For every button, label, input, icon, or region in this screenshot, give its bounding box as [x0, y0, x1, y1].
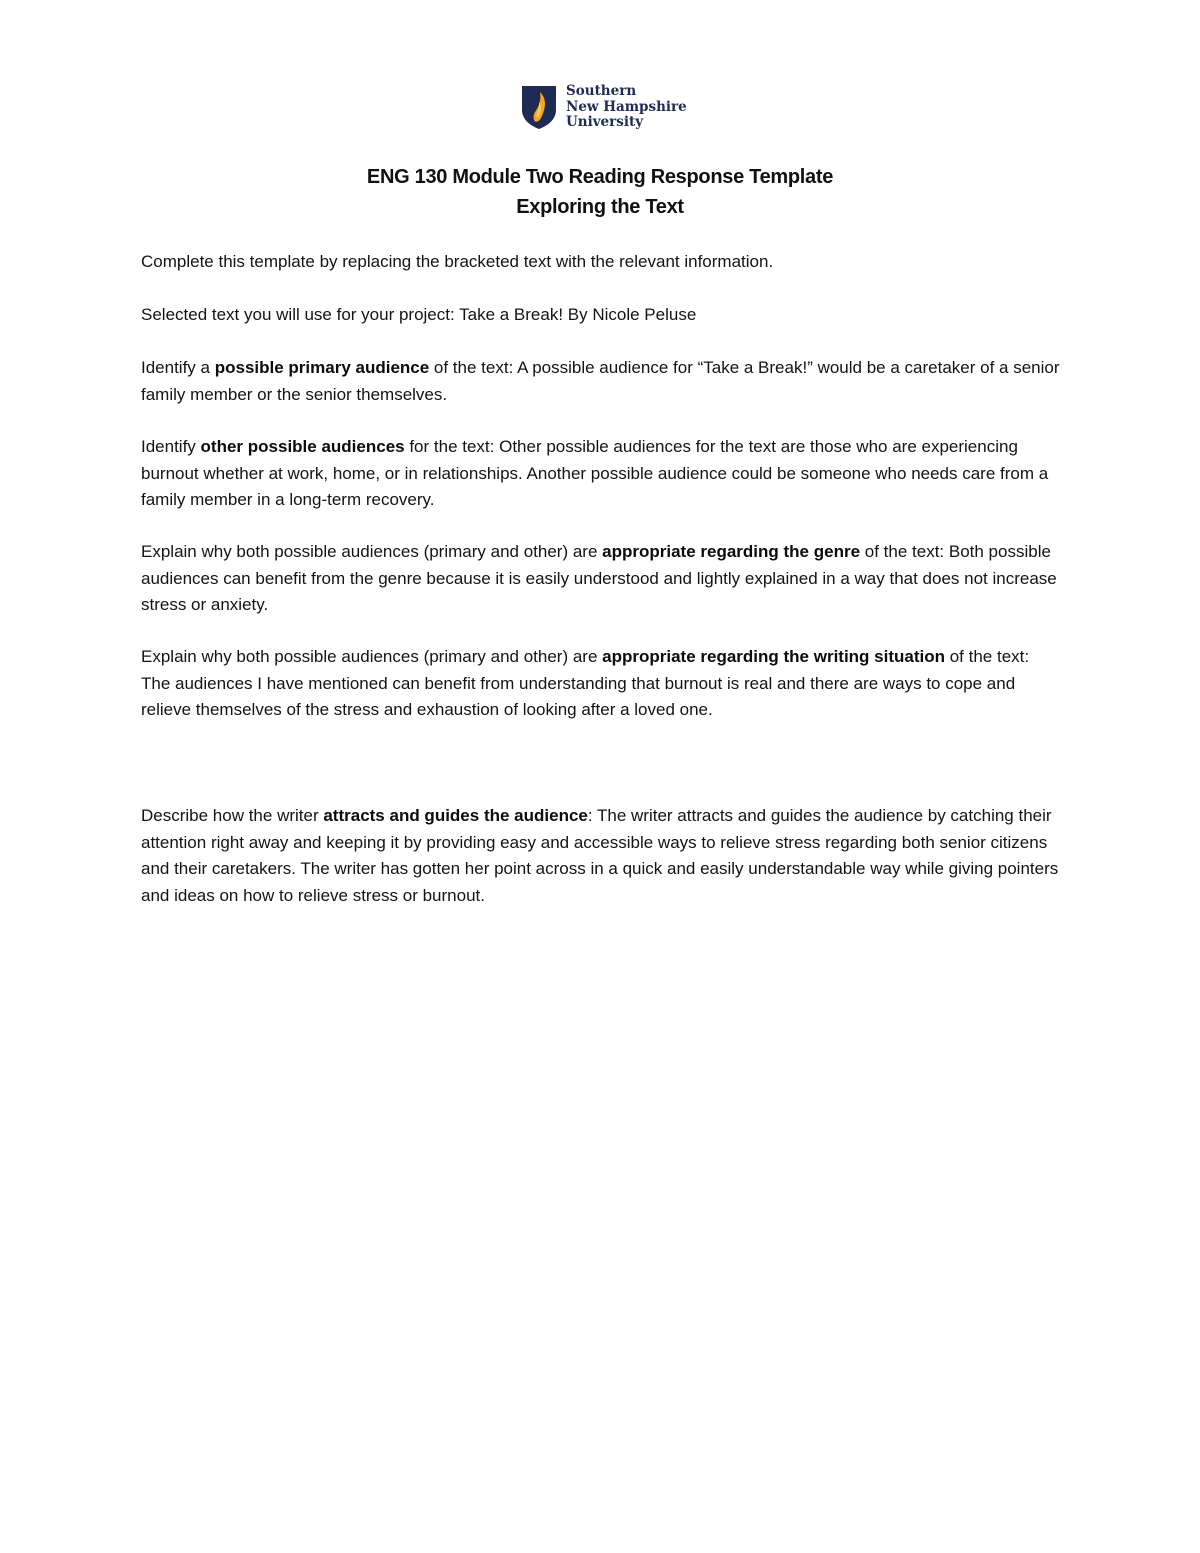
instructions-paragraph: [141, 249, 1061, 276]
other-audiences-lead: Identify: [141, 437, 201, 456]
genre-answer: Both possible audiences can benefit from the genre because it is easily understood and lightly explained in a way that does not increase stress or anxiety.: [141, 542, 1057, 615]
genre-paragraph: [141, 539, 1061, 619]
writing-situation-tail: of the text:: [945, 647, 1030, 666]
guides-answer: The writer attracts and guides the audience by catching their attention right away and keeping it by providing easy and accessible ways to relieve stress regarding both senior citizens and their caretakers. The writer has gotten her point across in a quick and easily understandable way while giving pointers and ideas on how to relieve stress or burnout.: [141, 806, 1059, 905]
instructions-text: Complete this template by replacing the bracketed text with the relevant information.: [141, 252, 774, 271]
logo-line-3: University: [566, 114, 644, 130]
logo-line-2: New Hampshire: [566, 98, 687, 115]
writing-situation-paragraph: [141, 644, 1061, 724]
other-audiences-paragraph: [141, 434, 1061, 514]
document-subtitle: Exploring the Text: [516, 196, 684, 218]
guides-lead: Describe how the writer: [141, 806, 324, 825]
selected-text-paragraph: [141, 302, 1061, 329]
writing-situation-lead: Explain why both possible audiences (primary and other) are: [141, 647, 603, 666]
snhu-logo: [520, 84, 690, 134]
primary-audience-paragraph: [141, 355, 1061, 408]
selected-text-label: Selected text you will use for your project:: [141, 305, 455, 324]
genre-lead: Explain why both possible audiences (primary and other) are: [141, 542, 603, 561]
flame-shield-icon: [520, 84, 558, 130]
logo-wordmark: [566, 84, 687, 131]
document-title: ENG 130 Module Two Reading Response Template: [366, 166, 834, 188]
other-audiences-tail: for the text:: [404, 437, 495, 456]
writing-situation-emphasis: appropriate regarding the writing situation: [602, 647, 945, 666]
selected-text-value: Take a Break! By Nicole Peluse: [454, 305, 697, 324]
guides-audience-paragraph: [141, 803, 1071, 909]
other-audiences-answer: Other possible audiences for the text are those who are experiencing burnout whether at work, home, or in relationships. Another possible audience could be someone who needs care from a family member in a long-term recovery.: [141, 437, 1049, 510]
primary-audience-tail: of the text:: [429, 358, 514, 377]
genre-emphasis: appropriate regarding the genre: [602, 542, 861, 561]
genre-tail: of the text:: [860, 542, 945, 561]
guides-tail: :: [587, 806, 593, 825]
logo-line-1: Southern: [566, 83, 637, 99]
primary-audience-lead: Identify a: [141, 358, 215, 377]
guides-emphasis: attracts and guides the audience: [323, 806, 588, 825]
other-audiences-emphasis: other possible audiences: [200, 437, 405, 456]
writing-situation-answer: The audiences I have mentioned can benefit from understanding that burnout is real and there are ways to cope and relieve themselves of the stress and exhaustion of looking after a loved one.: [141, 673, 1016, 720]
primary-audience-emphasis: possible primary audience: [214, 358, 430, 377]
primary-audience-answer: A possible audience for “Take a Break!” would be a caretaker of a senior family member or the senior themselves.: [141, 358, 1060, 404]
